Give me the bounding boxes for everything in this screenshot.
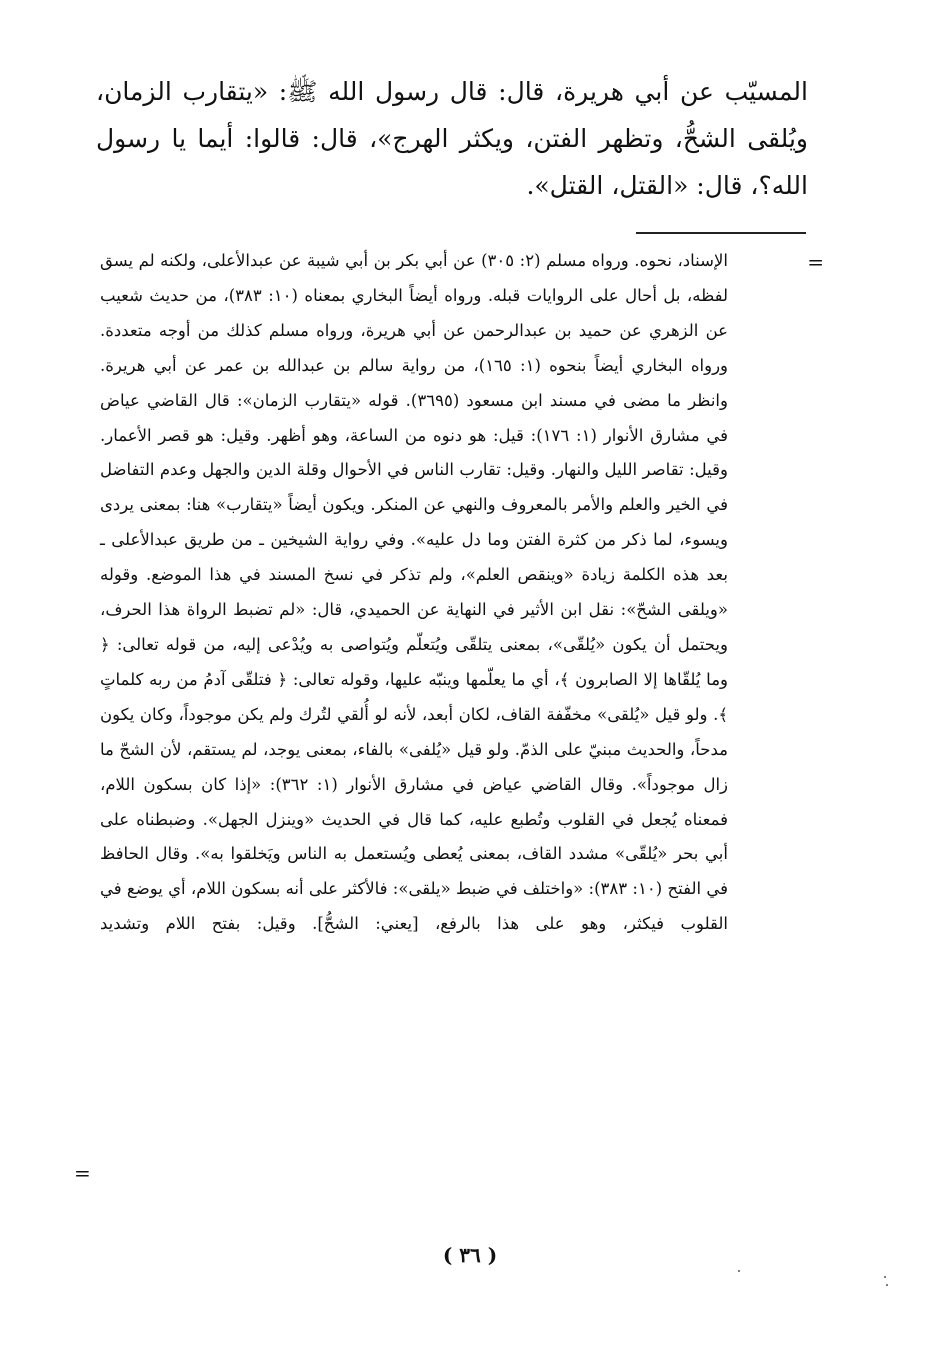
hadith-paragraph: المسيّب عن أبي هريرة، قال: قال رسول الله ﷺ: «يتقارب الزمان، ويُلقى الشحُّ، وتظهر الفتن، ويكثر الهرج»، قال: قالوا: أيما يا رسول الله؟، قال: «القتل، القتل». <box>96 77 808 200</box>
page-number: ( ٣٦ ) <box>442 1243 498 1267</box>
main-body-text <box>96 68 808 209</box>
footnote-continues-mark: = <box>74 1161 91 1185</box>
footnote-continuation-mark: = <box>807 250 824 274</box>
scan-speck <box>886 1284 888 1286</box>
footnote-block <box>100 244 728 942</box>
footnote-paragraph: الإسناد، نحوه. ورواه مسلم (٢: ٣٠٥) عن أبي بكر بن أبي شيبة عن عبدالأعلى، ولكنه لم يسق لفظه، بل أحال على الروايات قبله. ورواه أيضاً البخاري بمعناه (١٠: ٣٨٣)، من حديث شعيب عن الزهري عن حميد بن عبدالرحمن عن أبي هريرة، ورواه مسلم كذلك من أوجه متعددة. ورواه البخاري أيضاً بنحوه (١: ١٦٥)، من رواية سالم بن عبدالله بن عمر عن أبي هريرة. وانظر ما مضى في مسند ابن مسعود (٣٦٩٥). قوله «يتقارب الزمان»: قال القاضي عياض في مشارق الأنوار (١: ١٧٦): قيل: هو دنوه من الساعة، وهو أظهر. وقيل: هو قصر الأعمار. وقيل: تقاصر الليل والنهار. وقيل: تقارب الناس في الأحوال وقلة الدين والجهل وعدم التفاضل في الخير والعلم والأمر بالمعروف والنهي عن المنكر. ويكون أيضاً «يتقارب» هنا: بمعنى يردى ويسوء، لما ذكر من كثرة الفتن وما دل عليه». وفي رواية الشيخين ـ من طريق عبدالأعلى ـ بعد هذه الكلمة زيادة «وينقص العلم»، ولم تذكر في نسخ المسند في هذا الموضع. وقوله «ويلقى الشحّ»: نقل ابن الأثير في النهاية عن الحميدي، قال: «لم تضبط الرواة هذا الحرف، ويحتمل أن يكون «يُلقّى»، بمعنى يتلقّى ويُتعلّم ويُتواصى به ويُدْعى إليه، من قوله تعالى: ﴿ وما يُلقّاها إلا الصابرون ﴾، أي ما يعلّمها وينبّه عليها، وقوله تعالى: ﴿ فتلقّى آدمُ من ربه كلماتٍ ﴾. ولو قيل «يُلقى» مخفّفة القاف، لكان أبعد، لأنه لو أُلقي لتُرك ولم يكن موجوداً، وكان يكون مدحاً، والحديث مبنيّ على الذمّ. ولو قيل «يُلفى» بالفاء، بمعنى يوجد، لم يستقم، لأن الشحّ ما زال موجوداً». وقال القاضي عياض في مشارق الأنوار (١: ٣٦٢): «إذا كان بسكون اللام، فمعناه يُجعل في القلوب وتُطبع عليه، كما قال في الحديث «وينزل الجهل». وضبطناه على أبي بحر «يُلقّى» مشدد القاف، بمعنى يُعطى ويُستعمل به الناس ويَخلقوا به». وقال الحافظ في الفتح (١٠: ٣٨٣): «واختلف في ضبط «يلقى»: فالأكثر على أنه بسكون اللام، أي يوضع في القلوب فيكثر، وهو على هذا بالرفع، [يعني: الشحُّ]. وقيل: بفتح اللام وتشديد <box>100 251 729 934</box>
footnote-separator-line <box>636 232 806 234</box>
scan-speck <box>884 1276 886 1278</box>
scan-speck <box>738 1270 740 1272</box>
